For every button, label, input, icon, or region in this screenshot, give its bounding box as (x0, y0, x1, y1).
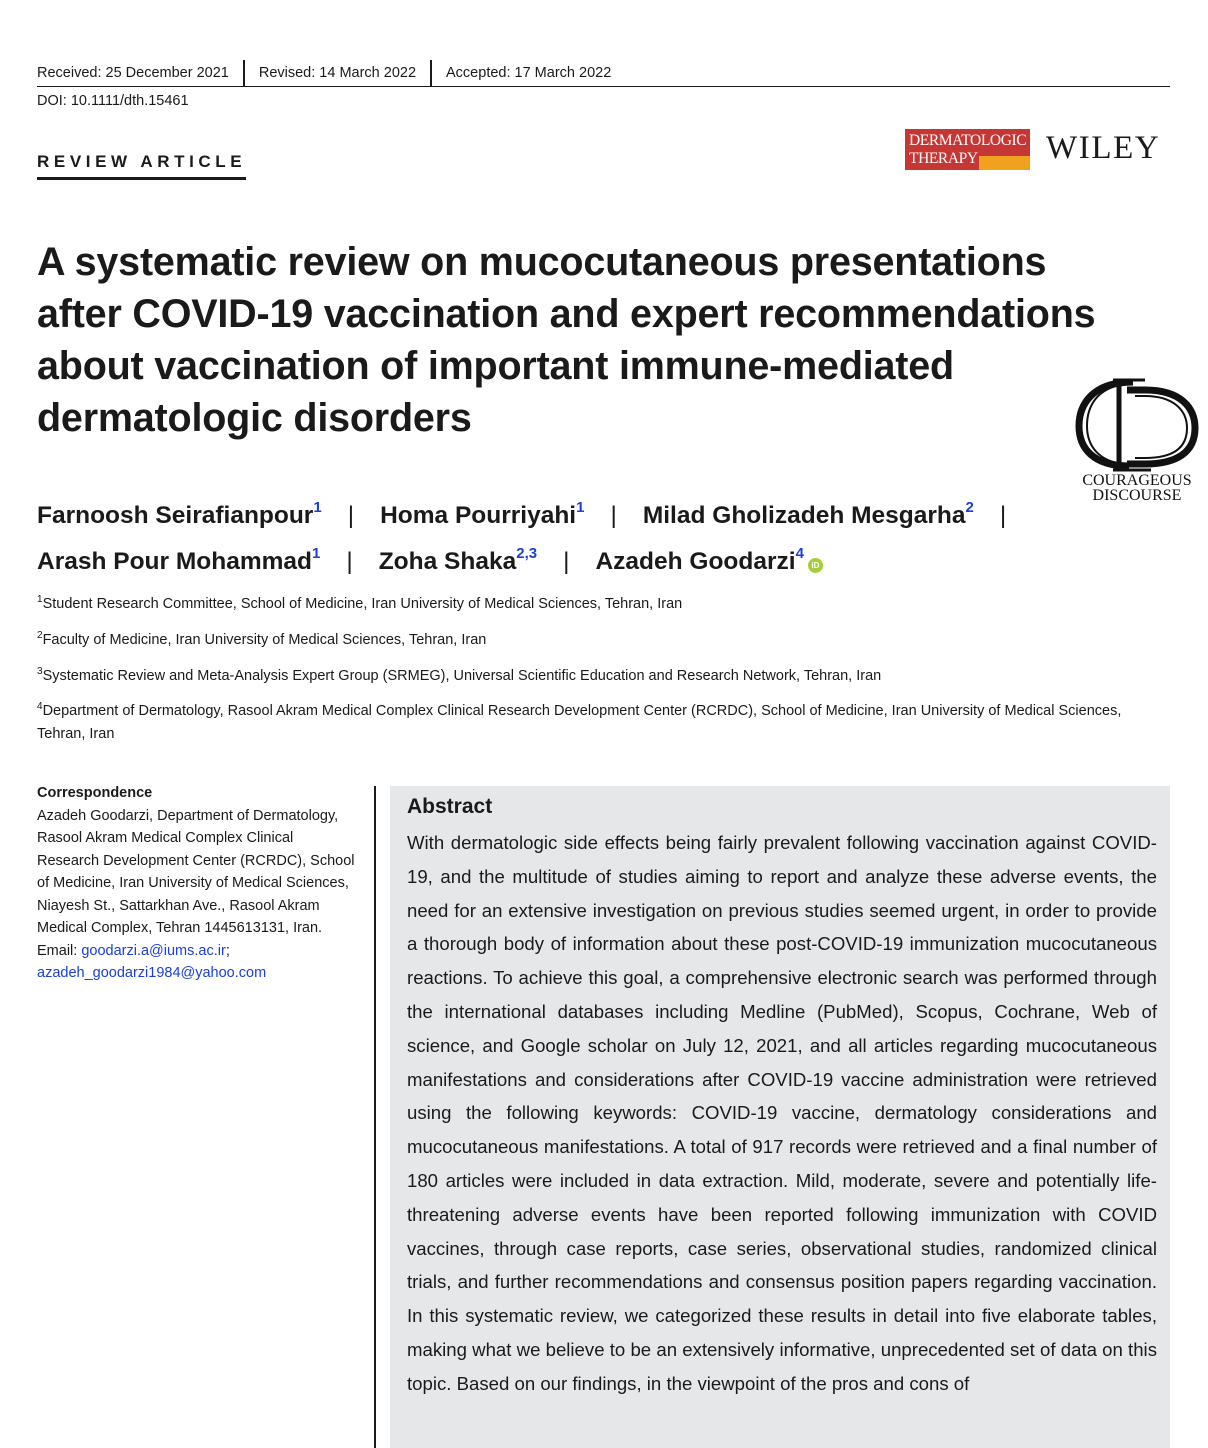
abstract-heading: Abstract (407, 795, 493, 818)
correspondence-address: Azadeh Goodarzi, Department of Dermatology, Rasool Akram Medical Complex Clinical Research Development Center (RCRDC), School of Medicine, Iran University of Medical Sciences, Niayesh St., Sattarkhan Ave., Rasool Akram Medical Complex, Tehran 1445613131, Iran. (37, 807, 355, 936)
email-link-2[interactable]: azadeh_goodarzi1984@yahoo.com (37, 965, 267, 981)
author-affiliation-ref[interactable]: 4 (795, 545, 804, 563)
affiliations (37, 588, 1147, 754)
column-divider (374, 786, 376, 1448)
journal-logo-line2: THERAPY (909, 150, 978, 167)
email-link-1[interactable]: goodarzi.a@iums.ac.ir (81, 942, 226, 959)
received-date: Received: 25 December 2021 (37, 65, 229, 81)
abstract-text: With dermatologic side effects being fairly prevalent following vaccination against COVID-19, and the multitude of studies aiming to report and analyze these adverse events, the need for an extensive investigation on previous studies seemed urgent, in order to provide a thorough body of information about these post-COVID-19 immunization mucocutaneous reactions. To achieve this goal, a comprehensive electronic search was performed through the international databases including Medline (PubMed), Scopus, Cochrane, Web of science, and Google scholar on July 12, 2021, and all articles regarding mucocutaneous manifestations and considerations after COVID-19 vaccine administration were retrieved using the following keywords: COVID-19 vaccine, dermatology considerations and mucocutaneous manifestations. A total of 917 records were retrieved and a final number of 180 articles were included in data extraction. Mild, moderate, severe and potentially life-threatening adverse events have been reported following immunization with COVID vaccines, through case reports, case series, observational studies, randomized clinical trials, and further recommendations and consensus position papers regarding vaccination. In this systematic review, we categorized these results in detail into five elaborate tables, making what we believe to be an extensively informative, unprecedented set of data on this topic. Based on our findings, in the viewpoint of the pros and cons of (407, 832, 1157, 1394)
affiliation: $^1$Student Research Committee, School of Medicine, Iran University of Medical Sciences, Tehran, Iran (37, 594, 683, 612)
author-list (37, 490, 1097, 582)
publication-dates (37, 60, 1170, 87)
author[interactable]: Milad Gholizadeh Mesgarha$^2$ (642, 499, 974, 530)
author-separator: | (999, 502, 1007, 530)
author-separator: | (563, 548, 570, 576)
article-title: A systematic review on mucocutaneous presentations after COVID-19 vaccination and expert recommendations about vaccination of important immune-mediated dermatologic disorders (37, 240, 1096, 440)
doi: DOI: 10.1111/dth.15461 (37, 93, 189, 109)
article-type: REVIEW ARTICLE (37, 152, 246, 180)
author-affiliation-ref[interactable]: 1 (313, 499, 322, 516)
author[interactable]: Zoha Shaka$^{2,3}$ (378, 545, 538, 576)
cd-monogram-icon (1073, 376, 1201, 472)
author-separator: | (610, 502, 617, 530)
date-divider (243, 60, 245, 86)
author-affiliation-ref[interactable]: 2 (965, 499, 974, 516)
journal-logo (905, 129, 1030, 170)
affiliation: $^3$Systematic Review and Meta-Analysis Expert Group (SRMEG), Universal Scientific Education and Research Network, Tehran, Iran (37, 665, 882, 684)
author-separator: | (346, 548, 353, 576)
revised-date: Revised: 14 March 2022 (258, 65, 417, 81)
author-affiliation-ref[interactable]: 1 (576, 499, 585, 516)
correspondence-email: Email: goodarzi.a@iums.ac.ir; azadeh_goodarzi1984@yahoo.com (37, 942, 267, 981)
cd-logo-line1: COURAGEOUS (1082, 472, 1192, 489)
author-affiliation-ref[interactable]: 2,3 (516, 545, 538, 563)
affiliation: $^2$Faculty of Medicine, Iran University of Medical Sciences, Tehran, Iran (37, 629, 487, 648)
journal-logo-accent (979, 156, 1030, 170)
author[interactable]: Azadeh Goodarzi$^4$ (595, 545, 804, 576)
abstract (390, 786, 1170, 1448)
author[interactable]: Homa Pourriyahi$^1$ (380, 499, 585, 530)
author-separator: | (347, 502, 355, 530)
orcid-icon[interactable]: iD (808, 558, 823, 573)
date-divider (430, 60, 432, 86)
author[interactable]: Farnoosh Seirafianpour$^1$ (37, 499, 322, 530)
affiliation: $^4$Department of Dermatology, Rasool Akram Medical Complex Clinical Research Development Center (RCRDC), School of Medicine, Iran University of Medical Sciences, Tehran, Iran (37, 701, 1122, 743)
correspondence (37, 782, 357, 985)
accepted-date: Accepted: 17 March 2022 (446, 65, 612, 81)
author-affiliation-ref[interactable]: 1 (312, 545, 321, 563)
journal-logo-line1: DERMATOLOGIC (909, 132, 1027, 149)
cd-logo-line2: DISCOURSE (1092, 487, 1182, 504)
author[interactable]: Arash Pour Mohammad$^1$ (37, 545, 321, 576)
courageous-discourse-logo (1073, 376, 1201, 506)
publisher-logo: WILEY (1046, 130, 1161, 166)
correspondence-heading: Correspondence (37, 785, 153, 801)
